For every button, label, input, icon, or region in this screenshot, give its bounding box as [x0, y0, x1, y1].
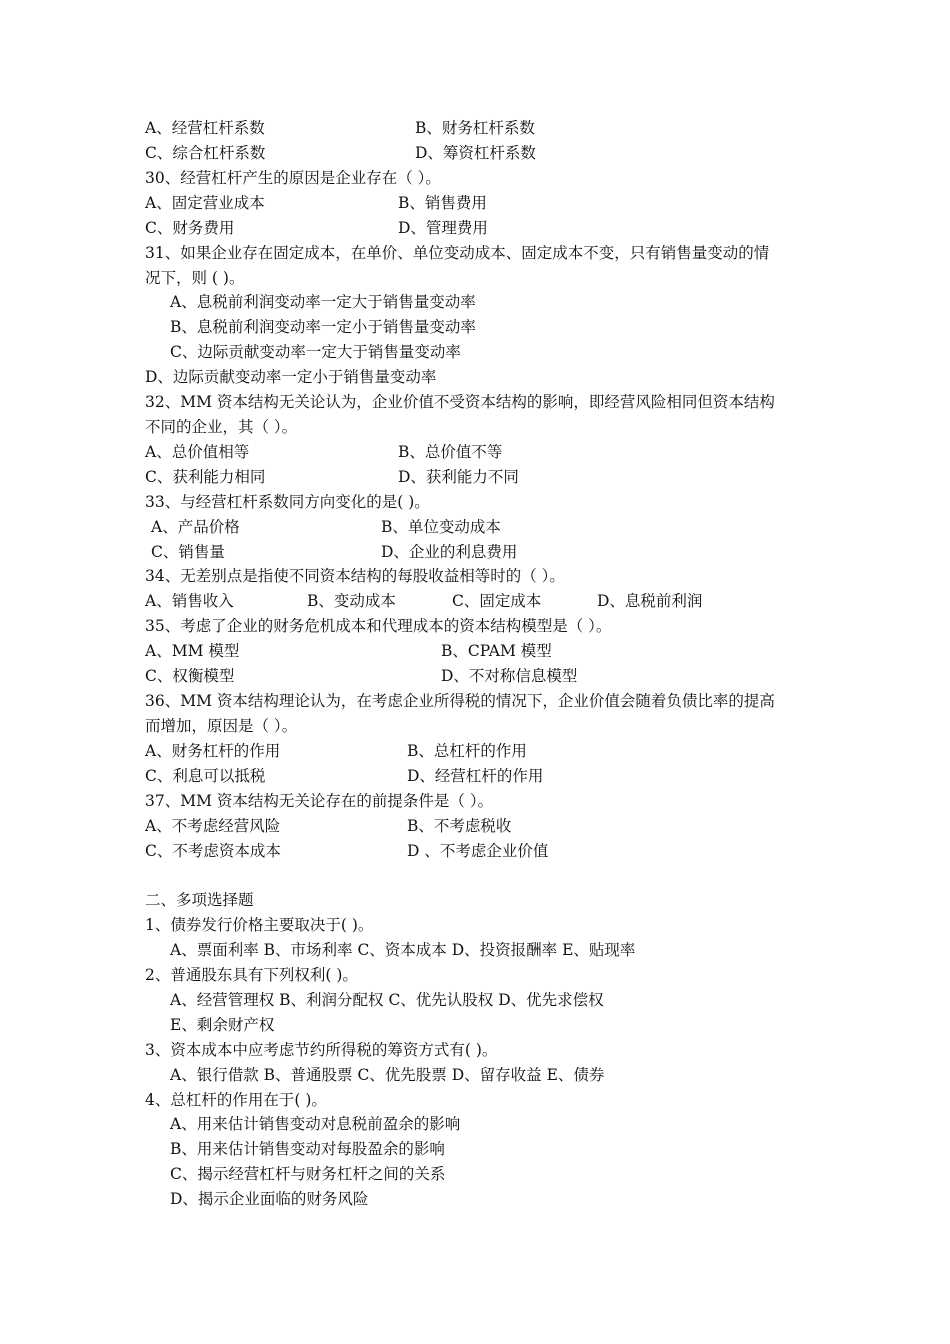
question-text: 30、经营杠杆产生的原因是企业存在（ ）。: [145, 169, 441, 187]
question-text: 31、如果企业存在固定成本，在单价、单位变动成本、固定成本不变，只有销售量变动的情: [145, 244, 770, 262]
option: C、利息可以抵税: [145, 767, 266, 785]
option: A、银行借款 B、普通股票 C、优先股票 D、留存收益 E、债券: [170, 1066, 605, 1084]
question-text: 35、考虑了企业的财务危机成本和代理成本的资本结构模型是（ ）。: [145, 617, 612, 635]
option: C、边际贡献变动率一定大于销售量变动率: [170, 343, 461, 361]
option: A、经营管理权 B、利润分配权 C、优先认股权 D、优先求偿权: [170, 991, 604, 1009]
option: D 、不考虑企业价值: [407, 842, 549, 860]
option: C、获利能力相同: [145, 468, 266, 486]
option: B、单位变动成本: [381, 518, 501, 536]
option: A、票面利率 B、市场利率 C、资本成本 D、投资报酬率 E、贴现率: [170, 941, 636, 959]
section-heading: 二、多项选择题: [145, 891, 254, 909]
option: B、销售费用: [398, 194, 487, 212]
option: B、不考虑税收: [407, 817, 512, 835]
option: B、CPAM 模型: [441, 642, 552, 660]
option: D、管理费用: [398, 219, 488, 237]
option: A、用来估计销售变动对息税前盈余的影响: [170, 1115, 461, 1133]
option: D、获利能力不同: [398, 468, 519, 486]
option: B、用来估计销售变动对每股盈余的影响: [170, 1140, 445, 1158]
question-text: 2、普通股东具有下列权利( )。: [145, 966, 358, 984]
question-text: 况下，则 ( )。: [145, 269, 245, 287]
option: A、财务杠杆的作用: [145, 742, 281, 760]
option: D、揭示企业面临的财务风险: [170, 1190, 369, 1208]
option: C、财务费用: [145, 219, 235, 237]
option: C、综合杠杆系数: [145, 144, 266, 162]
option: A、销售收入: [145, 592, 234, 610]
option: B、息税前利润变动率一定小于销售量变动率: [170, 318, 476, 336]
question-text: 37、MM 资本结构无关论存在的前提条件是（ ）。: [145, 792, 494, 810]
option: A、固定营业成本: [145, 194, 265, 212]
question-text: 36、MM 资本结构理论认为，在考虑企业所得税的情况下，企业价值会随着负债比率的提高: [145, 692, 775, 710]
option: B、总价值不等: [398, 443, 503, 461]
question-text: 34、无差别点是指使不同资本结构的每股收益相等时的（ ）。: [145, 567, 565, 585]
question-text: 33、与经营杠杆系数同方向变化的是( )。: [145, 493, 430, 511]
option: C、固定成本: [452, 592, 542, 610]
question-text: 4、总杠杆的作用在于( )。: [145, 1091, 327, 1109]
option: D、息税前利润: [597, 592, 703, 610]
option: B、财务杠杆系数: [415, 119, 535, 137]
question-text: 不同的企业，其（ ）。: [145, 418, 298, 436]
option: D、经营杠杆的作用: [407, 767, 544, 785]
option: A、经营杠杆系数: [145, 119, 265, 137]
question-text: 而增加，原因是（ ）。: [145, 717, 298, 735]
option: B、变动成本: [307, 592, 396, 610]
option: D、企业的利息费用: [381, 543, 518, 561]
option: B、总杠杆的作用: [407, 742, 527, 760]
option: A、总价值相等: [145, 443, 250, 461]
option: A、息税前利润变动率一定大于销售量变动率: [170, 293, 476, 311]
question-text: 3、资本成本中应考虑节约所得税的筹资方式有( )。: [145, 1041, 498, 1059]
option: A、MM 模型: [145, 642, 240, 660]
option: D、不对称信息模型: [441, 667, 578, 685]
question-text: 32、MM 资本结构无关论认为，企业价值不受资本结构的影响，即经营风险相同但资本结构: [145, 393, 775, 411]
option: E、剩余财产权: [170, 1016, 275, 1034]
option: D、边际贡献变动率一定小于销售量变动率: [145, 368, 437, 386]
option: A、不考虑经营风险: [145, 817, 281, 835]
option: C、权衡模型: [145, 667, 235, 685]
option: C、销售量: [151, 543, 225, 561]
question-text: 1、债券发行价格主要取决于( )。: [145, 916, 374, 934]
option: C、不考虑资本成本: [145, 842, 281, 860]
option: D、筹资杠杆系数: [415, 144, 536, 162]
option: A、产品价格: [151, 518, 240, 536]
option: C、揭示经营杠杆与财务杠杆之间的关系: [170, 1165, 446, 1183]
